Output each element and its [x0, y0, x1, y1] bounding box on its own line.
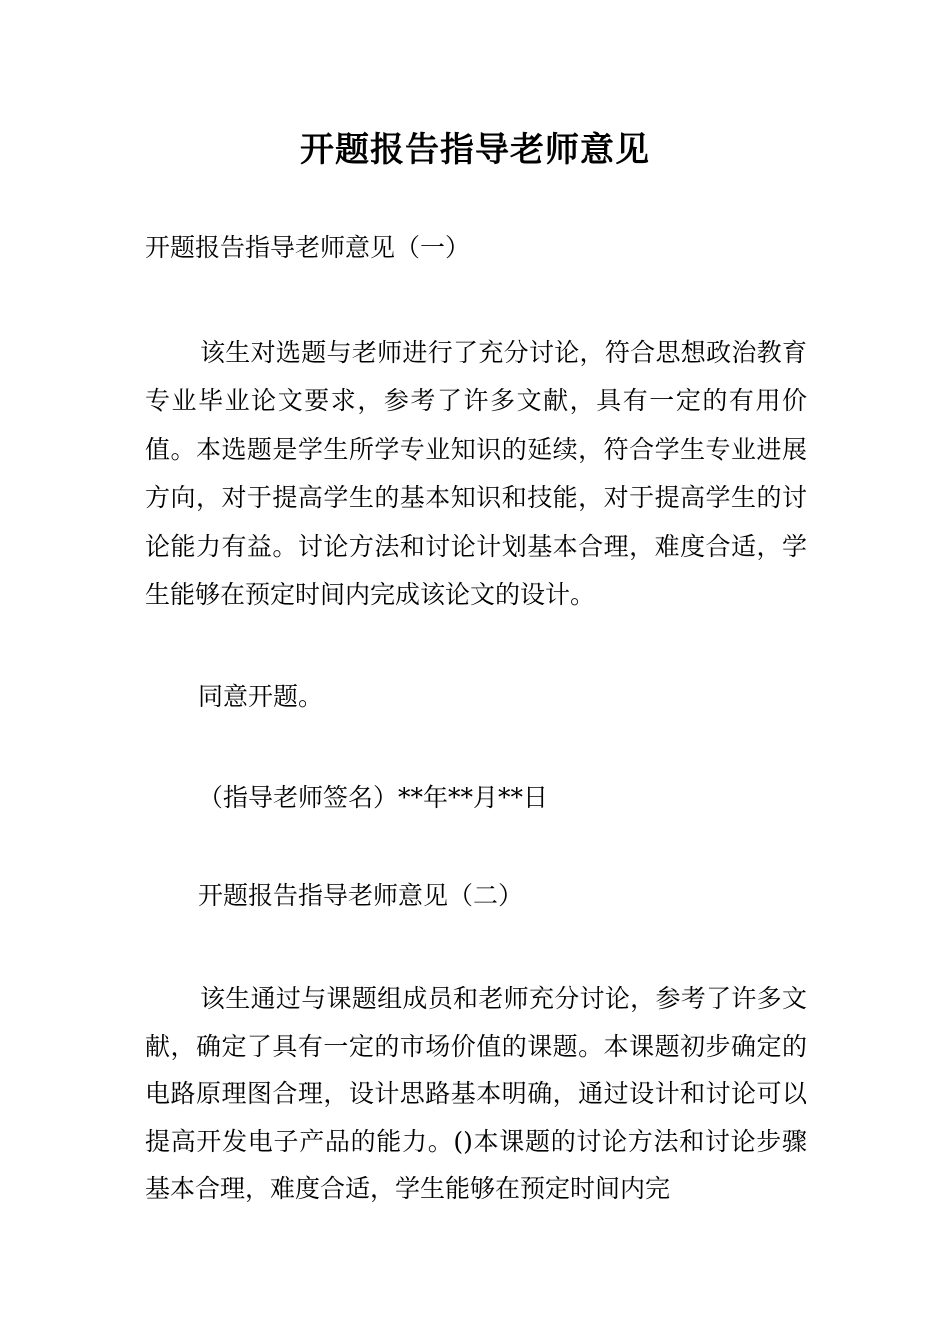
- signature-line: （指导老师签名）**年**月**日: [198, 783, 549, 812]
- section-1-heading: 开题报告指导老师意见（一）: [145, 233, 471, 262]
- approval-text: 同意开题。: [198, 682, 324, 711]
- section-2-heading: 开题报告指导老师意见（二）: [198, 881, 524, 910]
- section-1-paragraph: 该生对选题与老师进行了充分讨论，符合思想政治教育专业毕业论文要求，参考了许多文献，具有一定的有用价值。本选题是学生所学专业知识的延续，符合学生专业进展方向，对于提高学生的基本知识和技能，对于提高学生的讨论能力有益。讨论方法和讨论计划基本合理，难度合适，学生能够在预定时间内完成该论文的设计。: [145, 338, 807, 610]
- document-title: 开题报告指导老师意见: [300, 130, 650, 170]
- section-2-paragraph: 该生通过与课题组成员和老师充分讨论，参考了许多文献，确定了具有一定的市场价值的课题。本课题初步确定的电路原理图合理，设计思路基本明确，通过设计和讨论可以提高开发电子产品的能力。()本课题的讨论方法和讨论步骤基本合理，难度合适，学生能够在预定时间内完: [145, 984, 807, 1204]
